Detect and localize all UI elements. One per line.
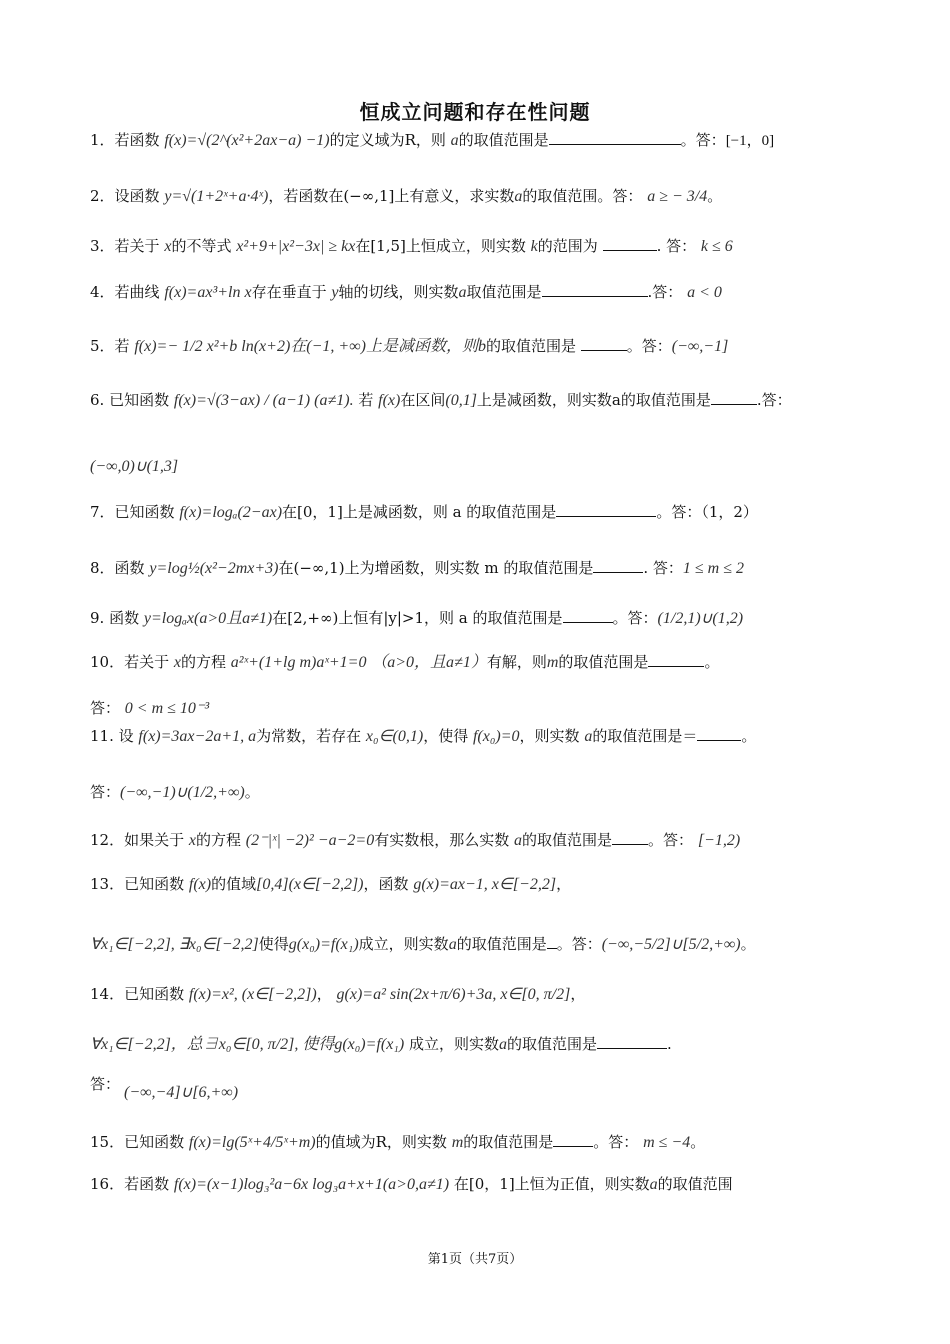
problem-text: 。 [244, 783, 260, 801]
problem-text: ，函数 [363, 875, 409, 893]
problem-3 [90, 236, 880, 258]
problem-text: 已知函数 [124, 985, 185, 1003]
problem-text: 存在垂直于 [251, 283, 327, 301]
problem-text: ， [556, 875, 572, 893]
problem-text: 的取值范围是 [507, 1035, 598, 1053]
math-expr: g(x)=ax−1, x∈[−2,2] [413, 876, 557, 893]
problem-text: ，若函数在(−∞,1]上有意义，求实数 [268, 187, 515, 205]
answer-label: 。答： [612, 609, 658, 627]
math-expr: y=logₐx(a>0且a≠1) [143, 610, 273, 627]
math-expr: ∀x₁∈[−2,2], ∃x₀∈[−2,2] [90, 936, 259, 953]
problem-text: 。 [740, 935, 756, 953]
problem-text: 设 [118, 727, 134, 745]
answer-label: 。答： [648, 831, 694, 849]
problem-number: 5． [90, 337, 115, 355]
math-var: a [649, 1176, 658, 1193]
problem-number: 3． [90, 237, 115, 255]
problem-number: 14． [90, 985, 125, 1003]
math-expr: f(x)=logₐ(2−ax) [179, 504, 283, 521]
answer-blank [697, 728, 741, 741]
problem-text: 函数 [109, 609, 140, 627]
problem-text: 成立，则实数 [358, 935, 449, 953]
problem-14 [90, 984, 880, 1006]
problem-text: 若曲线 [114, 283, 160, 301]
math-expr: f(x₀)=0 [472, 728, 520, 745]
math-var: b [477, 338, 486, 355]
problem-text: 的取值范围是 [558, 653, 649, 671]
problem-text: 的范围为 [537, 237, 598, 255]
problem-text: ， [570, 985, 586, 1003]
math-var: a [514, 832, 522, 849]
problem-text: 的取值范围是 [485, 337, 576, 355]
answer-label: 。答： [626, 337, 672, 355]
math-expr: f(x)=x², (x∈[−2,2]) [188, 986, 317, 1003]
math-expr: (2⁻|ˣ| −2)² −a−2=0 [245, 832, 375, 849]
answer-label: 答： [90, 1075, 121, 1093]
problem-text: ，则实数 [519, 727, 580, 745]
problem-text: 在[0，1]上恒为正值，则实数 [453, 1175, 650, 1193]
problem-text: 的取值范围是 [458, 131, 549, 149]
math-expr: f(x)=(x−1)log₃²a−6x log₃a+x+1(a>0,a≠1) [173, 1176, 450, 1193]
math-expr: y=√(1+2ˣ+a·4ˣ) [164, 188, 269, 205]
answer-value: （1，2） [701, 503, 758, 521]
answer-blank [711, 392, 757, 405]
problem-text: 轴的切线，则实数 [338, 283, 459, 301]
problem-text: 的值域 [211, 875, 257, 893]
problem-text: 若 [358, 391, 374, 409]
answer-value: a < 0 [687, 284, 722, 301]
problem-text: 。 [707, 187, 723, 205]
problem-text: 成立，则实数 [408, 1035, 499, 1053]
problem-1 [90, 130, 880, 152]
problem-text: 在[0，1]上是减函数，则 a 的取值范围是 [282, 503, 557, 521]
answer-label: .答： [647, 283, 683, 301]
problem-text: 的取值范围是＝ [592, 727, 698, 745]
answer-blank [549, 132, 681, 145]
problem-number: 15． [90, 1133, 125, 1151]
problem-text: 在[1,5]上恒成立，则实数 [355, 237, 526, 255]
problem-text: 的取值范围是 [522, 831, 613, 849]
answer-label: . 答： [656, 237, 697, 255]
problem-text: 函数 [114, 559, 145, 577]
problem-text: 在区间 [400, 391, 446, 409]
problem-text: 的取值范围 [657, 1175, 733, 1193]
problem-number: 9. [90, 609, 110, 627]
problem-11 [90, 726, 880, 748]
math-expr: g(x₀)=f(x₁) [288, 936, 359, 953]
problem-number: 13． [90, 875, 125, 893]
problem-text: 在(−1, +∞)上是减函数，则 [290, 338, 478, 355]
problem-text: 的取值范围。答： [522, 187, 643, 205]
problem-text: 取值范围是 [466, 283, 542, 301]
problem-10-answer [90, 698, 880, 720]
answer-blank [542, 284, 648, 297]
answer-value: (−∞,−4]∪[6,+∞) [124, 1084, 239, 1101]
problem-text: 在(−∞,1)上为增函数，则实数 m 的取值范围是 [278, 559, 594, 577]
problem-text: 在[2,+∞)上恒有|y|>1，则 a 的取值范围是 [272, 609, 563, 627]
problem-number: 16． [90, 1175, 125, 1193]
problem-text: 。 [690, 1133, 706, 1151]
problem-text: 已知函数 [124, 1133, 185, 1151]
answer-value: (−∞,−1)∪(1/2,+∞) [120, 784, 245, 801]
problem-text: 。 [704, 653, 720, 671]
problem-number: 1． [90, 131, 115, 149]
math-expr: a²ˣ+(1+lg m)aˣ+1=0 [230, 654, 367, 671]
problem-text: 的值域为R，则实数 [315, 1133, 447, 1151]
problem-6 [90, 390, 880, 412]
answer-label: 答： [90, 783, 121, 801]
answer-label: 。答： [680, 131, 726, 149]
problem-number: 12． [90, 831, 125, 849]
problem-text: 。 [741, 727, 757, 745]
problem-text: 的方程 [196, 831, 242, 849]
math-expr: f(x)=3ax−2a+1, a [138, 728, 257, 745]
answer-value: (−∞,−1] [671, 338, 729, 355]
math-expr: f(x)=ax³+ln x [164, 284, 252, 301]
math-expr: g(x)=a² sin(2x+π/6)+3a, x∈[0, π/2] [336, 986, 571, 1003]
math-expr: f(x) [378, 392, 401, 409]
math-expr: [0,4](x∈[−2,2]) [256, 876, 364, 893]
problem-text: 的方程 [181, 653, 227, 671]
problem-number: 6. [90, 391, 110, 409]
problem-number: 10． [90, 653, 125, 671]
answer-blank [556, 504, 656, 517]
problem-14-answer-value [124, 1082, 914, 1104]
answer-value: a ≥ − 3/4 [647, 188, 708, 205]
math-var: x [164, 238, 172, 255]
problem-13-line2 [90, 934, 880, 956]
answer-label: 。答： [656, 503, 702, 521]
problem-text: 有实数根，那么实数 [374, 831, 510, 849]
math-expr: f(x)=− 1/2 x²+b ln(x+2) [134, 338, 291, 355]
problem-number: 7． [90, 503, 115, 521]
math-expr: f(x)=lg(5ˣ+4/5ˣ+m) [188, 1134, 316, 1151]
answer-value: [−1，0] [725, 133, 775, 149]
problem-text: 有解，则 [486, 653, 547, 671]
problem-11-answer [90, 782, 880, 804]
problem-number: 8． [90, 559, 115, 577]
problem-6-answer [90, 456, 880, 478]
problem-text: 的定义域为R，则 [329, 131, 446, 149]
math-var: x [173, 654, 181, 671]
math-var: a [450, 132, 459, 149]
answer-value: k ≤ 6 [700, 238, 733, 255]
answer-value: m ≤ −4 [643, 1134, 691, 1151]
problem-text: 已知函数 [114, 503, 175, 521]
problem-12 [90, 830, 880, 852]
problem-text: 若 [114, 337, 130, 355]
math-var: a [448, 936, 457, 953]
math-expr: （a>0，且a≠1） [371, 654, 487, 671]
answer-value: (−∞,0)∪(1,3] [90, 458, 179, 475]
math-var: k [530, 238, 538, 255]
problem-text: 的取值范围是 [463, 1133, 554, 1151]
problem-text: ， [316, 985, 332, 1003]
answer-value: 1 ≤ m ≤ 2 [682, 560, 745, 577]
answer-blank [553, 1134, 593, 1147]
problem-2 [90, 186, 880, 208]
math-expr: ，总∃x₀∈[0, π/2], 使得g(x₀)=f(x₁) [170, 1036, 405, 1053]
math-expr: ∀x₁∈[−2,2] [90, 1036, 171, 1053]
problem-9 [90, 608, 880, 630]
problem-text: 设函数 [114, 187, 160, 205]
problem-4 [90, 282, 880, 304]
problem-number: 4． [90, 283, 115, 301]
problem-10 [90, 652, 880, 674]
answer-blank [581, 338, 627, 351]
math-expr: x²+9+|x²−3x| ≥ kx [236, 238, 356, 255]
problem-text: 的取值范围是 [456, 935, 547, 953]
problem-text: 的不等式 [171, 237, 232, 255]
answer-label: 。答： [556, 935, 602, 953]
page-title: 恒成立问题和存在性问题 [359, 100, 591, 124]
answer-blank [593, 560, 643, 573]
math-expr: (0,1] [445, 392, 477, 409]
problem-14-line2: ∀x₁∈[−2,2]，总∃x₀∈[0, π/2], 使得g(x₀)=f(x₁) 成立，则实数a的取值范围是 . [90, 1035, 672, 1053]
math-expr: x₀∈(0,1) [365, 728, 424, 745]
answer-value: [−1,2) [697, 832, 741, 849]
problem-text: 已知函数 [124, 875, 185, 893]
problem-text: 若关于 [114, 237, 160, 255]
math-var: x [188, 832, 196, 849]
answer-label: 。答： [593, 1133, 639, 1151]
problem-number: 2． [90, 187, 115, 205]
problem-text: 已知函数 [109, 391, 170, 409]
page-footer: 第1页（共7页） [427, 1252, 523, 1267]
math-var: a [584, 728, 593, 745]
problem-8 [90, 558, 880, 580]
answer-blank [547, 936, 557, 949]
problem-number: 11. [90, 727, 119, 745]
answer-value: (−∞,−5/2]∪[5/2,+∞) [601, 936, 741, 953]
problem-text: 若函数 [124, 1175, 170, 1193]
problem-15 [90, 1132, 880, 1154]
math-var: m [546, 654, 559, 671]
math-expr: y=log½(x²−2mx+3) [149, 560, 279, 577]
problem-text: 如果关于 [124, 831, 185, 849]
answer-value: (1/2,1)∪(1,2) [657, 610, 744, 627]
problem-text: 若关于 [124, 653, 170, 671]
math-var: m [451, 1134, 464, 1151]
problem-13 [90, 874, 880, 896]
problem-text: 上是减函数，则实数a的取值范围是 [476, 391, 711, 409]
math-var: y [331, 284, 339, 301]
answer-label: .答： [756, 391, 792, 409]
math-expr: f(x) [188, 876, 212, 893]
problem-text: 为常数，若存在 [256, 727, 362, 745]
problem-16 [90, 1174, 880, 1196]
answer-blank [612, 832, 648, 845]
answer-blank [603, 238, 657, 251]
problem-text: 若函数 [114, 131, 160, 149]
math-var: a [499, 1036, 507, 1053]
answer-blank [648, 654, 704, 667]
answer-label: 答： [90, 699, 121, 717]
answer-label: . 答： [643, 559, 683, 577]
answer-value: 0 < m ≤ 10⁻³ [124, 700, 210, 717]
answer-blank [563, 610, 613, 623]
answer-blank [597, 1036, 667, 1049]
problem-7 [90, 502, 880, 524]
math-var: a [458, 284, 467, 301]
math-expr: f(x)=√(2^(x²+2ax−a) −1) [164, 132, 330, 149]
math-expr: f(x)=√(3−ax) / (a−1) (a≠1). [173, 392, 354, 409]
problem-text: ，使得 [423, 727, 469, 745]
problem-5 [90, 336, 880, 358]
problem-text: 使得 [258, 935, 289, 953]
math-var: a [514, 188, 523, 205]
